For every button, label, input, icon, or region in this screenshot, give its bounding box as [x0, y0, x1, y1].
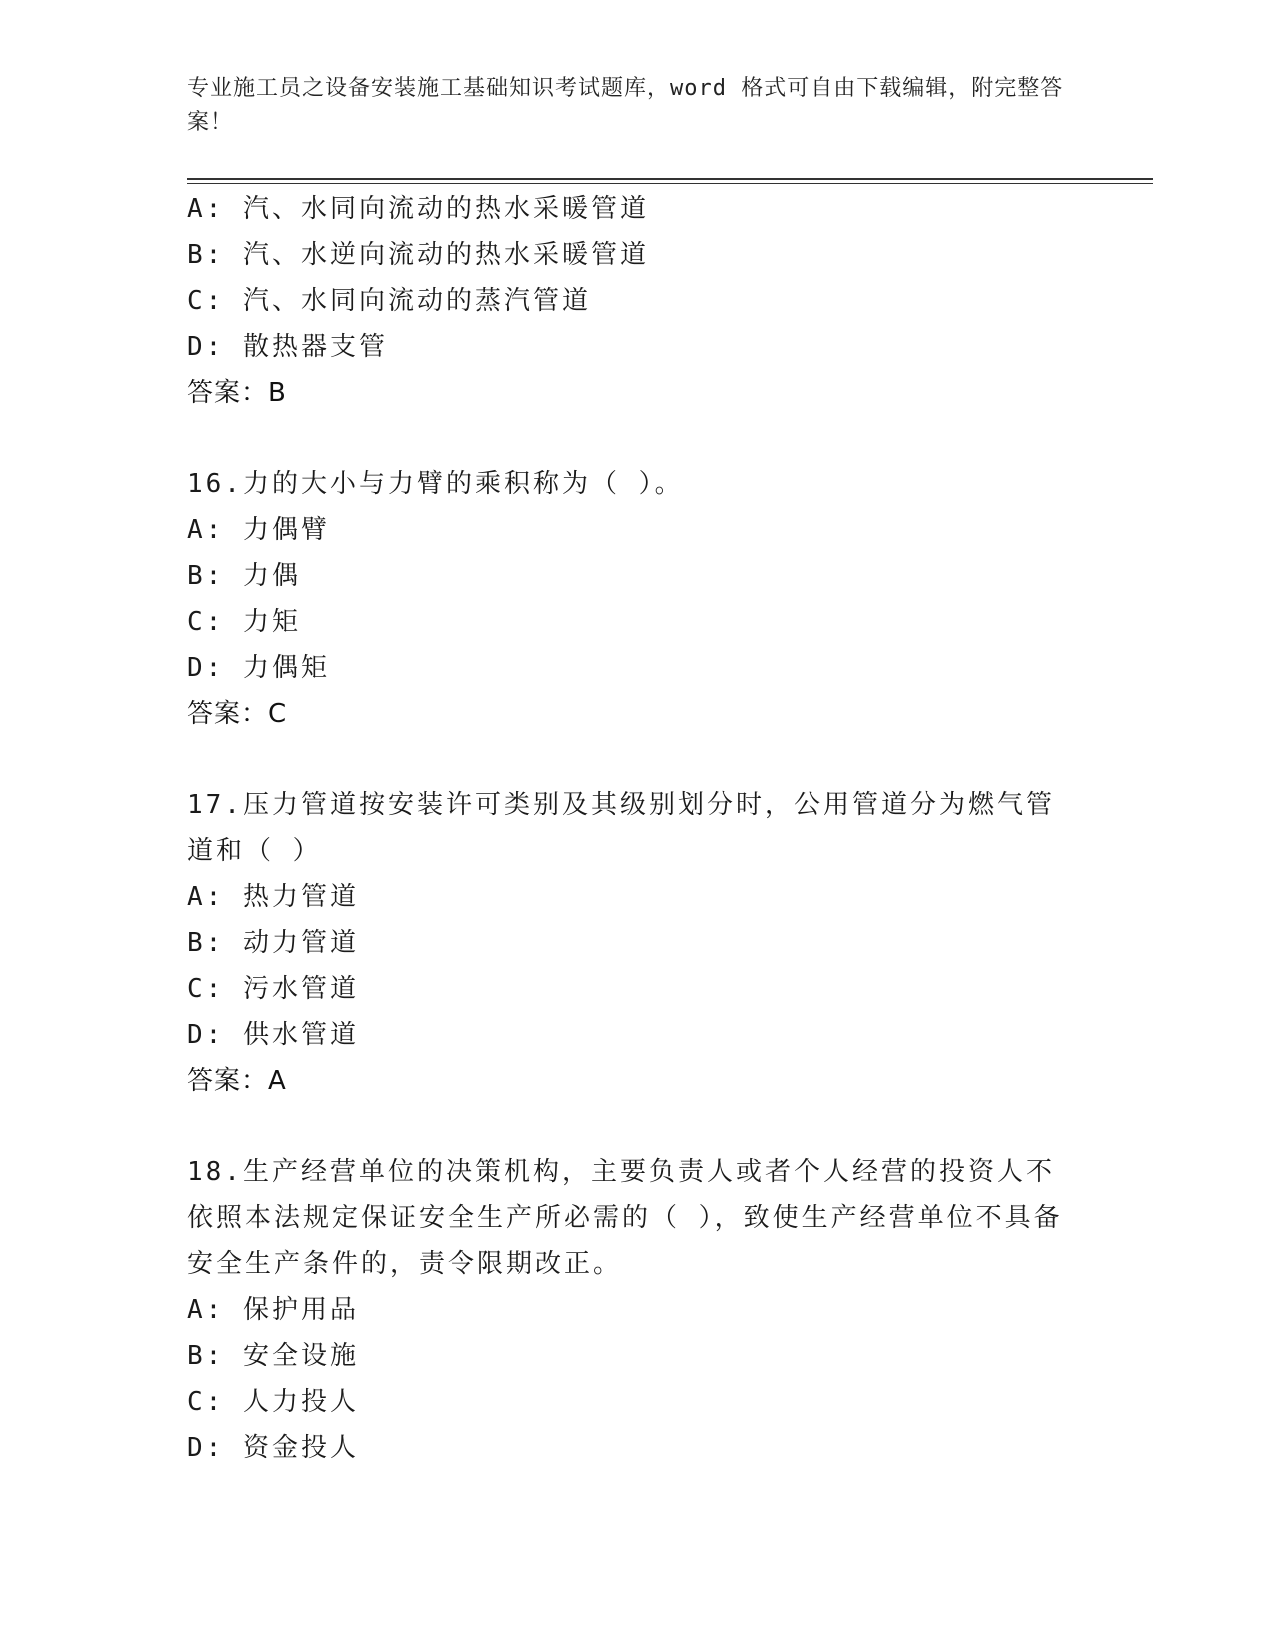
answer-label: 答案：C — [187, 699, 288, 729]
block-spacer — [187, 737, 1087, 782]
option-a: A: 保护用品 — [187, 1295, 359, 1325]
answer-label: 答案：A — [187, 1066, 287, 1096]
option-c: C: 污水管道 — [187, 974, 359, 1004]
option-c: C: 汽、水同向流动的蒸汽管道 — [187, 286, 591, 316]
question-block — [187, 186, 1087, 416]
header-rule-thick — [187, 178, 1153, 180]
option-d: D: 散热器支管 — [187, 332, 388, 362]
option-a: A: 热力管道 — [187, 882, 359, 912]
option-d: D: 资金投人 — [187, 1433, 359, 1463]
question-text: 16.力的大小与力臂的乘积称为（ ）。 — [187, 469, 684, 499]
question-list — [187, 186, 1087, 1471]
option-c: C: 人力投人 — [187, 1387, 359, 1417]
question-text: 18.生产经营单位的决策机构，主要负责人或者个人经营的投资人不依照本法规定保证安全生产所必需的（ ），致使生产经营单位不具备安全生产条件的，责令限期改正。 — [187, 1157, 1063, 1279]
header-rule-thin — [187, 183, 1153, 184]
document-header: 专业施工员之设备安装施工基础知识考试题库，word 格式可自由下载编辑，附完整答案！ — [187, 76, 1064, 135]
option-b: B: 安全设施 — [187, 1341, 359, 1371]
question-text: 17.压力管道按安装许可类别及其级别划分时，公用管道分为燃气管道和（ ） — [187, 790, 1055, 866]
option-b: B: 力偶 — [187, 561, 301, 591]
option-c: C: 力矩 — [187, 607, 301, 637]
answer-label: 答案：B — [187, 378, 287, 408]
option-b: B: 汽、水逆向流动的热水采暖管道 — [187, 240, 649, 270]
question-block — [187, 461, 1087, 737]
block-spacer — [187, 416, 1087, 461]
question-block — [187, 782, 1087, 1104]
question-block — [187, 1149, 1087, 1471]
block-spacer — [187, 1104, 1087, 1149]
option-a: A: 汽、水同向流动的热水采暖管道 — [187, 194, 649, 224]
option-d: D: 力偶矩 — [187, 653, 330, 683]
option-d: D: 供水管道 — [187, 1020, 359, 1050]
option-a: A: 力偶臂 — [187, 515, 330, 545]
option-b: B: 动力管道 — [187, 928, 359, 958]
